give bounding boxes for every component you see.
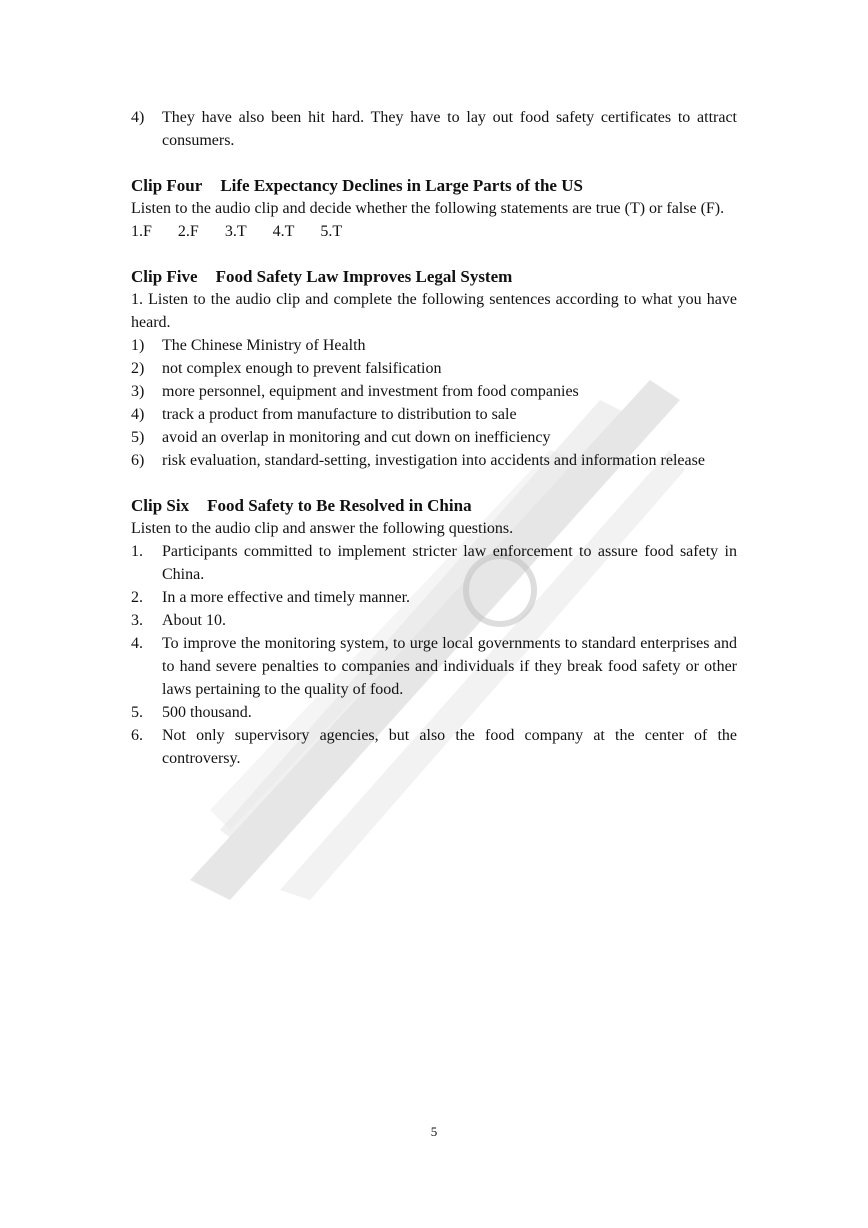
clip-five-heading [131,265,737,288]
document-body [131,106,737,770]
item-number: 4) [131,109,145,126]
item-text: About 10. [162,612,226,629]
clip-label: Clip Six [131,496,190,515]
item-number: 4) [131,406,145,423]
item-number: 1. [131,543,143,560]
item-text: They have also been hit hard. They have to lay out food safety certificates to attract consumers. [162,109,737,149]
clip-label: Clip Four [131,176,203,195]
list-item [131,632,737,701]
clip-four-instruction: Listen to the audio clip and decide whether the following statements are true (T) or false (F). [131,200,725,217]
clip-title: Food Safety Law Improves Legal System [215,267,513,286]
item-text: In a more effective and timely manner. [162,589,411,606]
list-item [131,106,737,152]
list-item [131,380,737,403]
item-text: track a product from manufacture to distribution to sale [162,406,517,423]
clip-label: Clip Five [131,267,198,286]
clip-four-heading [131,174,737,197]
list-item [131,540,737,586]
clip-six-instruction: Listen to the audio clip and answer the following questions. [131,520,514,537]
list-item [131,357,737,380]
true-false-answers [131,220,737,243]
item-text: 500 thousand. [162,704,252,721]
list-item [131,609,737,632]
item-number: 4. [131,635,143,652]
list-item [131,334,737,357]
item-number: 3) [131,383,145,400]
item-text: more personnel, equipment and investment from food companies [162,383,579,400]
item-number: 2) [131,360,145,377]
clip-title: Food Safety to Be Resolved in China [207,496,472,515]
clip-six-heading [131,494,737,517]
list-item [131,403,737,426]
list-item [131,426,737,449]
item-text: To improve the monitoring system, to urge local governments to standard enterprises and to hand severe penalties to companies and individuals if they break food safety or other laws pertaining to the quality of food. [162,635,737,698]
item-number: 6) [131,452,145,469]
answer: 4.T [272,223,295,240]
answer: 5.T [320,223,343,240]
item-text: The Chinese Ministry of Health [162,337,366,354]
item-number: 3. [131,612,143,629]
item-number: 6. [131,727,143,744]
page-number: 5 [430,1124,438,1139]
answer: 2.F [177,223,199,240]
list-item [131,586,737,609]
item-number: 5) [131,429,145,446]
list-item [131,449,737,472]
item-text: Participants committed to implement stricter law enforcement to assure food safety in China. [162,543,737,583]
item-number: 1) [131,337,145,354]
item-text: risk evaluation, standard-setting, investigation into accidents and information release [162,452,705,469]
item-text: Not only supervisory agencies, but also the food company at the center of the controversy. [162,727,737,767]
item-number: 5. [131,704,143,721]
list-item [131,724,737,770]
item-text: avoid an overlap in monitoring and cut down on inefficiency [162,429,551,446]
list-item [131,701,737,724]
answer: 1.F [131,223,152,240]
item-text: not complex enough to prevent falsification [162,360,442,377]
answer: 3.T [224,223,247,240]
clip-title: Life Expectancy Declines in Large Parts of the US [220,176,583,195]
item-number: 2. [131,589,143,606]
clip-five-instruction: 1. Listen to the audio clip and complete the following sentences according to what you have heard. [131,291,737,331]
